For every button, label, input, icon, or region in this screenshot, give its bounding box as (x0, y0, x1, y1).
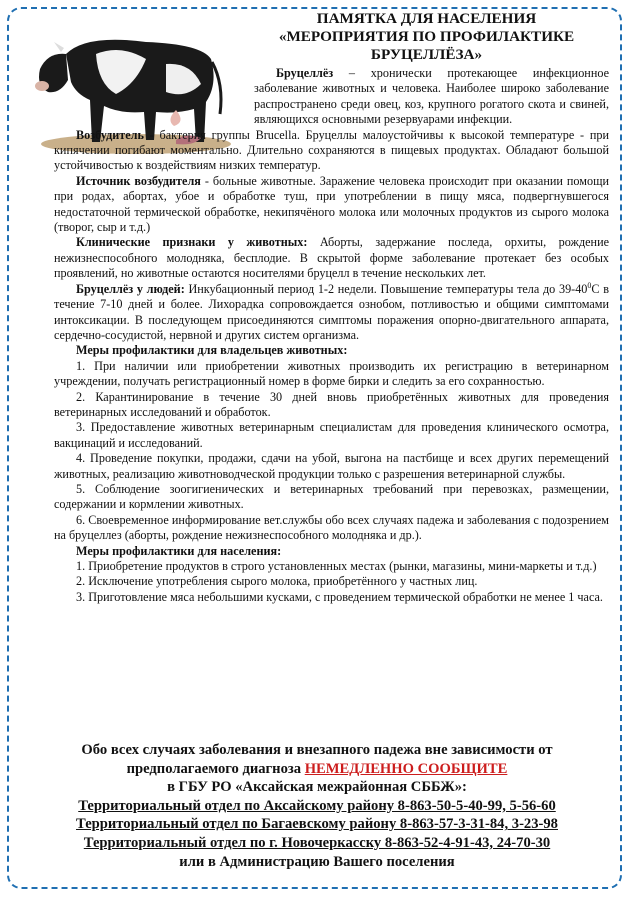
signs-text: Аборты, задержание последа, орхиты, рождение нежизнеспособного молодняка, бесплодие. В скрытой форме заболевание протекает без особых проявлений, но животные остаются носителями бруцелл в течение нескольких лет. (54, 235, 610, 281)
population-item-3: 3. Приготовление мяса небольшими кусками, с проведением термической обработки не менее 1 часа. (76, 589, 603, 604)
humans-text-a: Инкубационный период 1-2 недели. Повышение температуры тела до 39-40 (184, 281, 588, 296)
owners-item-4: 4. Проведение покупки, продажи, сдачи на убой, выгона на пастбище и всех других перемещений животных, реализацию животноводческой продукции только с разрешения ветеринарной службы. (54, 451, 609, 481)
intro-paragraph (254, 66, 609, 128)
pathogen-text: - бактерия группы Brucella. Бруцеллы малоустойчивы к высокой температуре - при кипячении погибают моментально. Длительно сохраняются в пищевых продуктах. Обладают большой устойчивостью к воздействиям низких температур. (54, 127, 609, 173)
contact-bagaevsky: Территориальный отдел по Багаевскому району 8-863-57-3-31-84, 3-23-98 (76, 816, 558, 833)
source-text: - больные животные. Заражение человека происходит при оказании помощи при родах, абортах, убое и обработке туш, при употреблении в пищу мяса, подвергнувшегося недостаточной термической обработке, некипячёного молока или молочных продуктов из сырого молока (творог, сыр и т.д.) (54, 173, 609, 235)
humans-term: Бруцеллёз у людей: (76, 281, 185, 296)
contact-footer (18, 741, 616, 871)
humans-text-b: С в течение 7-10 дней и более. Лихорадка сопровождается ознобом, потливостью и общими симптомами интоксикации. В последующем присоединяются симптомы поражения опорно-двигательного аппарата, сердечно-сосудистой, нервной и других систем организма. (54, 281, 609, 342)
footer-line-2-text: предполагаемого диагноза (126, 760, 305, 777)
intro-text: – хронически протекающее инфекционное заболевание животных и человека. Наиболее широко заболевание распространено среди овец, коз, крупного рогатого скота и свиней, являющихся основными резервуарами инфекции. (254, 66, 609, 127)
source-term: Источник возбудителя (76, 173, 201, 188)
degree-superscript: 0 (587, 280, 592, 290)
owners-item-1: 1. При наличии или приобретении животных производить их регистрацию в ветеринарном учреждении, получать регистрационный номер в форме бирки и следить за его сохранностью. (54, 358, 609, 389)
document-body (54, 10, 609, 605)
owners-item-2: 2. Карантинирование в течение 30 дней вновь приобретённых животных для проведения ветеринарных исследований и обработок. (54, 389, 609, 419)
page-title (244, 10, 609, 64)
title-line-1: ПАМЯТКА ДЛЯ НАСЕЛЕНИЯ (316, 10, 537, 27)
owners-item-6: 6. Своевременное информирование вет.службы обо всех случаях падежа и заболевания с подозрением на бруцеллез (аборты, рождение нежизнеспособного молодняка и др.). (54, 512, 609, 543)
population-item-2: 2. Исключение употребления сырого молока, приобретённого у частных лиц. (76, 574, 478, 589)
urgent-report-label: НЕМЕДЛЕННО СООБЩИТЕ (304, 760, 508, 777)
population-item-1: 1. Приобретение продуктов в строго установленных местах (рынки, магазины, мини-маркеты и т.д.) (76, 559, 597, 573)
owners-item-5: 5. Соблюдение зоогигиенических и ветеринарных требований при перевозках, размещении, содержании и кормлении животных. (54, 481, 609, 512)
footer-line-3: в ГБУ РО «Аксайская межрайонная СББЖ»: (167, 779, 467, 796)
signs-term: Клинические признаки у животных: (76, 235, 308, 250)
footer-line-2 (18, 760, 616, 779)
title-line-2: «МЕРОПРИЯТИЯ ПО ПРОФИЛАКТИКЕ (278, 28, 575, 45)
signs-paragraph (54, 235, 609, 281)
owners-item-3: 3. Предоставление животных ветеринарным специалистам для проведения клинического осмотра, вакцинаций и исследований. (54, 420, 609, 450)
title-line-3: БРУЦЕЛЛЁЗА» (370, 46, 483, 63)
owners-heading: Меры профилактики для владельцев животных: (76, 343, 348, 358)
humans-paragraph (54, 282, 609, 344)
intro-term: Бруцеллёз (276, 66, 334, 80)
footer-line-1: Обо всех случаях заболевания и внезапного падежа вне зависимости от (81, 742, 553, 758)
footer-line-7: или в Администрацию Вашего поселения (179, 853, 455, 870)
contact-novocherkassk: Территориальный отдел по г. Новочеркасску 8-863-52-4-91-43, 24-70-30 (83, 834, 551, 851)
source-paragraph (54, 174, 609, 236)
pathogen-paragraph (54, 128, 609, 174)
contact-aksay: Территориальный отдел по Аксайскому району 8-863-50-5-40-99, 5-56-60 (78, 797, 556, 814)
pathogen-term: Возбудитель (76, 127, 144, 142)
population-heading: Меры профилактики для населения: (76, 543, 282, 558)
